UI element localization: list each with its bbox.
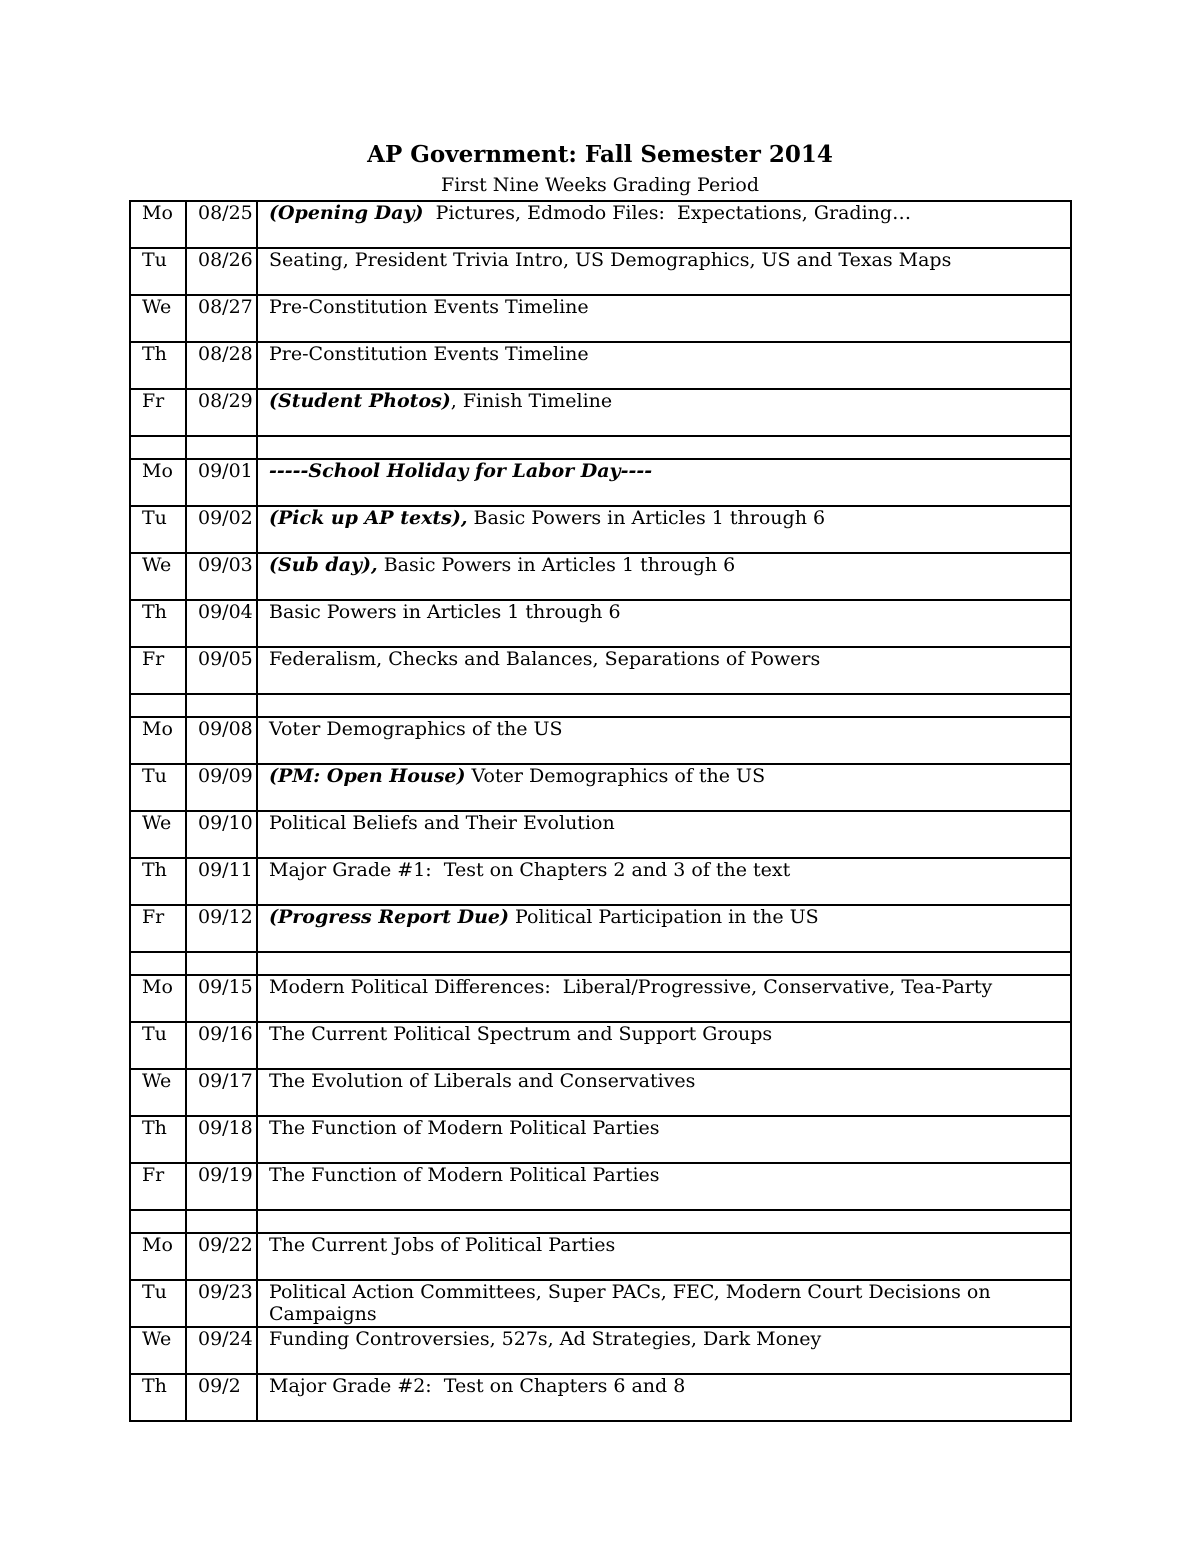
empty-cell xyxy=(186,952,257,975)
activity-text: Political Action Committees, Super PACs, FEC, Modern Court Decisions on Campaigns xyxy=(269,1281,997,1325)
table-row xyxy=(130,1116,1071,1163)
day-cell: Mo xyxy=(130,201,186,248)
empty-cell xyxy=(257,694,1071,717)
day-cell: Tu xyxy=(130,764,186,811)
date-cell: 08/28 xyxy=(186,342,257,389)
date-cell: 09/04 xyxy=(186,600,257,647)
schedule-body xyxy=(130,201,1071,1421)
date-cell: 09/16 xyxy=(186,1022,257,1069)
date-cell: 09/05 xyxy=(186,647,257,694)
empty-cell xyxy=(257,952,1071,975)
empty-cell xyxy=(130,1210,186,1233)
day-cell: Th xyxy=(130,858,186,905)
activity-cell xyxy=(257,600,1071,647)
date-cell: 08/29 xyxy=(186,389,257,436)
day-cell: Th xyxy=(130,342,186,389)
day-cell: We xyxy=(130,553,186,600)
activity-cell xyxy=(257,1022,1071,1069)
activity-note: (Sub day), xyxy=(269,554,378,576)
activity-text: Basic Powers in Articles 1 through 6 xyxy=(467,507,826,529)
table-row xyxy=(130,1327,1071,1374)
activity-note: -----School Holiday for Labor Day---- xyxy=(269,460,653,482)
day-cell: Mo xyxy=(130,975,186,1022)
date-cell: 09/01 xyxy=(186,459,257,506)
empty-cell xyxy=(186,694,257,717)
activity-note: (Student Photos) xyxy=(269,390,451,412)
activity-cell xyxy=(257,201,1071,248)
table-row xyxy=(130,389,1071,436)
activity-cell xyxy=(257,1327,1071,1374)
activity-text: Modern Political Differences: Liberal/Progressive, Conservative, Tea-Party xyxy=(269,976,993,998)
day-cell: Tu xyxy=(130,506,186,553)
activity-cell xyxy=(257,1280,1071,1327)
activity-cell xyxy=(257,506,1071,553)
table-row xyxy=(130,1374,1071,1421)
activity-text: Basic Powers in Articles 1 through 6 xyxy=(269,601,621,623)
date-cell: 09/22 xyxy=(186,1233,257,1280)
activity-cell xyxy=(257,764,1071,811)
date-cell: 09/24 xyxy=(186,1327,257,1374)
day-cell: Mo xyxy=(130,459,186,506)
table-row xyxy=(130,905,1071,952)
date-cell: 09/11 xyxy=(186,858,257,905)
date-cell: 08/26 xyxy=(186,248,257,295)
empty-cell xyxy=(130,436,186,459)
day-cell: We xyxy=(130,1069,186,1116)
day-cell: Mo xyxy=(130,717,186,764)
activity-text: Seating, President Trivia Intro, US Demographics, US and Texas Maps xyxy=(269,249,952,271)
week-separator-row xyxy=(130,436,1071,459)
date-cell: 09/08 xyxy=(186,717,257,764)
date-cell: 08/25 xyxy=(186,201,257,248)
table-row xyxy=(130,858,1071,905)
date-cell: 09/12 xyxy=(186,905,257,952)
empty-cell xyxy=(130,952,186,975)
activity-text: Funding Controversies, 527s, Ad Strategies, Dark Money xyxy=(269,1328,822,1350)
activity-cell xyxy=(257,1069,1071,1116)
activity-text: The Function of Modern Political Parties xyxy=(269,1164,660,1186)
table-row xyxy=(130,201,1071,248)
empty-cell xyxy=(257,1210,1071,1233)
activity-text: Major Grade #1: Test on Chapters 2 and 3 of the text xyxy=(269,859,791,881)
empty-cell xyxy=(130,694,186,717)
activity-text: , Finish Timeline xyxy=(450,390,613,412)
day-cell: Th xyxy=(130,600,186,647)
day-cell: Tu xyxy=(130,1022,186,1069)
empty-cell xyxy=(186,436,257,459)
activity-cell xyxy=(257,647,1071,694)
empty-cell xyxy=(257,436,1071,459)
table-row xyxy=(130,717,1071,764)
table-row xyxy=(130,1069,1071,1116)
table-row xyxy=(130,506,1071,553)
activity-text: Political Beliefs and Their Evolution xyxy=(269,812,615,834)
table-row xyxy=(130,295,1071,342)
activity-text: Federalism, Checks and Balances, Separations of Powers xyxy=(269,648,821,670)
table-row xyxy=(130,647,1071,694)
table-row xyxy=(130,1022,1071,1069)
activity-cell xyxy=(257,811,1071,858)
activity-cell xyxy=(257,295,1071,342)
date-cell: 09/23 xyxy=(186,1280,257,1327)
activity-cell xyxy=(257,553,1071,600)
date-cell: 08/27 xyxy=(186,295,257,342)
activity-text: The Evolution of Liberals and Conservatives xyxy=(269,1070,696,1092)
activity-text: The Current Jobs of Political Parties xyxy=(269,1234,616,1256)
date-cell: 09/15 xyxy=(186,975,257,1022)
week-separator-row xyxy=(130,1210,1071,1233)
day-cell: Tu xyxy=(130,248,186,295)
table-row xyxy=(130,1233,1071,1280)
activity-cell xyxy=(257,858,1071,905)
table-row xyxy=(130,553,1071,600)
day-cell: We xyxy=(130,811,186,858)
activity-cell xyxy=(257,1374,1071,1421)
table-row xyxy=(130,975,1071,1022)
activity-text: Voter Demographics of the US xyxy=(269,718,563,740)
document-title: AP Government: Fall Semester 2014 xyxy=(367,141,833,168)
table-row xyxy=(130,811,1071,858)
date-cell: 09/02 xyxy=(186,506,257,553)
day-cell: We xyxy=(130,295,186,342)
day-cell: Mo xyxy=(130,1233,186,1280)
schedule-table xyxy=(129,200,1072,1422)
activity-cell xyxy=(257,459,1071,506)
day-cell: Fr xyxy=(130,905,186,952)
day-cell: Fr xyxy=(130,647,186,694)
day-cell: Th xyxy=(130,1374,186,1421)
table-row xyxy=(130,1163,1071,1210)
activity-text: Pictures, Edmodo Files: Expectations, Grading… xyxy=(423,202,912,224)
day-cell: Fr xyxy=(130,389,186,436)
activity-cell xyxy=(257,905,1071,952)
day-cell: Fr xyxy=(130,1163,186,1210)
table-row xyxy=(130,248,1071,295)
date-cell: 09/03 xyxy=(186,553,257,600)
date-cell: 09/19 xyxy=(186,1163,257,1210)
document-subtitle: First Nine Weeks Grading Period xyxy=(441,174,759,196)
activity-text: Basic Powers in Articles 1 through 6 xyxy=(377,554,736,576)
activity-text: Major Grade #2: Test on Chapters 6 and 8 xyxy=(269,1375,686,1397)
table-row xyxy=(130,459,1071,506)
table-row xyxy=(130,342,1071,389)
activity-text: The Current Political Spectrum and Support Groups xyxy=(269,1023,773,1045)
activity-cell xyxy=(257,389,1071,436)
activity-cell xyxy=(257,717,1071,764)
activity-text: Pre-Constitution Events Timeline xyxy=(269,296,589,318)
activity-cell xyxy=(257,1116,1071,1163)
table-row xyxy=(130,1280,1071,1327)
day-cell: Th xyxy=(130,1116,186,1163)
activity-text: Political Participation in the US xyxy=(508,906,819,928)
activity-cell xyxy=(257,342,1071,389)
activity-cell xyxy=(257,1233,1071,1280)
activity-note: (Opening Day) xyxy=(269,202,424,224)
activity-cell xyxy=(257,1163,1071,1210)
date-cell: 09/17 xyxy=(186,1069,257,1116)
activity-text: The Function of Modern Political Parties xyxy=(269,1117,660,1139)
empty-cell xyxy=(186,1210,257,1233)
day-cell: We xyxy=(130,1327,186,1374)
activity-cell xyxy=(257,975,1071,1022)
date-cell: 09/10 xyxy=(186,811,257,858)
activity-note: (PM: Open House) xyxy=(269,765,466,787)
date-cell: 09/18 xyxy=(186,1116,257,1163)
week-separator-row xyxy=(130,694,1071,717)
date-cell: 09/09 xyxy=(186,764,257,811)
activity-note: (Progress Report Due) xyxy=(269,906,509,928)
table-row xyxy=(130,764,1071,811)
table-row xyxy=(130,600,1071,647)
activity-note: (Pick up AP texts), xyxy=(269,507,468,529)
date-cell: 09/2 xyxy=(186,1374,257,1421)
activity-text: Voter Demographics of the US xyxy=(465,765,766,787)
activity-cell xyxy=(257,248,1071,295)
day-cell: Tu xyxy=(130,1280,186,1327)
week-separator-row xyxy=(130,952,1071,975)
activity-text: Pre-Constitution Events Timeline xyxy=(269,343,589,365)
